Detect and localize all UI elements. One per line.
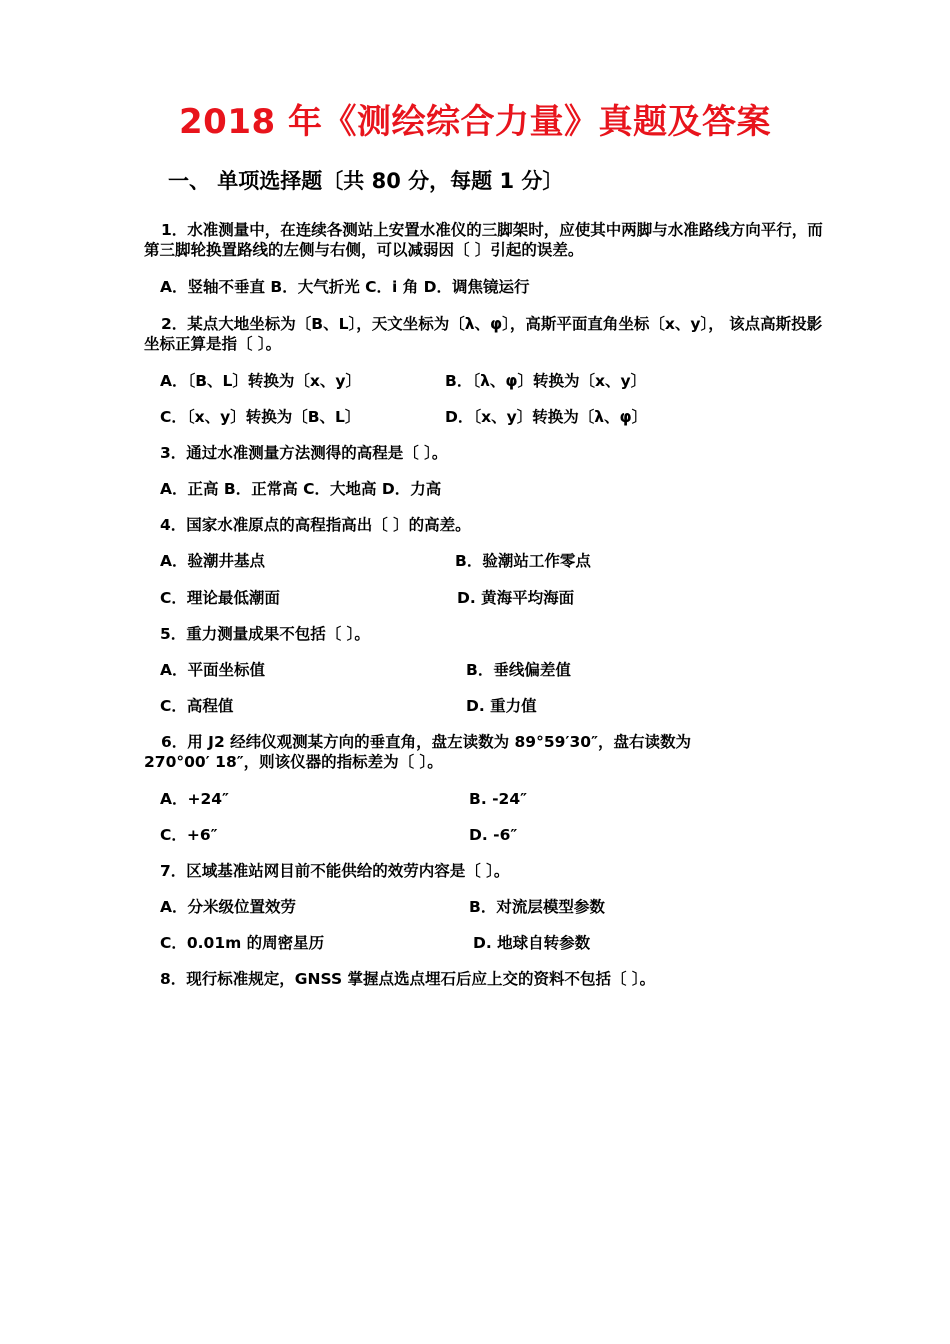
question-5-option-a: A．平面坐标值 — [160, 661, 265, 679]
question-7-option-c: C．0.01m 的周密星历 — [160, 934, 325, 952]
question-5-option-c: C．高程值 — [160, 697, 234, 715]
question-2-option-b: B．〔λ、φ〕转换为〔x、y〕 — [445, 372, 647, 390]
question-4-option-b: B．验潮站工作零点 — [455, 552, 591, 570]
question-3-options: A．正高 B．正常高 C．大地高 D．力高 — [160, 480, 442, 498]
question-2-option-c: C．〔x、y〕转换为〔B、L〕 — [160, 408, 361, 426]
question-7-option-a: A．分米级位置效劳 — [160, 898, 296, 916]
question-6-option-b: B. -24″ — [469, 790, 528, 808]
question-5-text: 5．重力测量成果不包括〔 〕。 — [160, 625, 370, 643]
question-1-options: A．竖轴不垂直 B．大气折光 C．i 角 D．调焦镜运行 — [160, 278, 530, 296]
question-7-text: 7．区域基准站网目前不能供给的效劳内容是〔 〕。 — [160, 862, 510, 880]
question-5-option-b: B．垂线偏差值 — [466, 661, 571, 679]
question-4-option-a: A．验潮井基点 — [160, 552, 265, 570]
question-5-option-d: D. 重力值 — [466, 697, 537, 715]
document-title: 2018 年《测绘综合力量》真题及答案 — [179, 102, 771, 142]
question-2-text: 2．某点大地坐标为〔B、L〕，天文坐标为〔λ、φ〕，高斯平面直角坐标〔x、y〕， 该点高斯投影坐标正算是指〔 〕。 — [144, 315, 823, 353]
question-6-option-c: C．+6″ — [160, 826, 218, 844]
question-1-text: 1．水准测量中，在连续各测站上安置水准仪的三脚架时，应使其中两脚与水准路线方向平行，而第三脚轮换置路线的左侧与右侧，可以减弱因〔 〕引起的误差。 — [144, 221, 823, 259]
question-6-option-d: D. -6″ — [469, 826, 518, 844]
question-4-option-d: D. 黄海平均海面 — [457, 589, 575, 607]
question-7-option-d: D. 地球自转参数 — [473, 934, 591, 952]
question-3-text: 3．通过水准测量方法测得的高程是〔 〕。 — [160, 444, 448, 462]
question-4-text: 4．国家水准原点的高程指高出〔 〕的高差。 — [160, 516, 471, 534]
question-2-option-d: D．〔x、y〕转换为〔λ、φ〕 — [445, 408, 648, 426]
question-6-text: 6．用 J2 经纬仪观测某方向的垂直角，盘左读数为 89°59′30″，盘右读数为 270°00′ 18″，则该仪器的指标差为〔 〕。 — [144, 733, 691, 771]
section-heading: 一、 单项选择题〔共 80 分，每题 1 分〕 — [168, 169, 564, 193]
question-2-option-a: A．〔B、L〕转换为〔x、y〕 — [160, 372, 362, 390]
question-8-text: 8．现行标准规定，GNSS 掌握点选点埋石后应上交的资料不包括〔 〕。 — [160, 970, 656, 988]
question-4-option-c: C．理论最低潮面 — [160, 589, 280, 607]
question-7-option-b: B．对流层模型参数 — [469, 898, 605, 916]
question-6-option-a: A．+24″ — [160, 790, 229, 808]
